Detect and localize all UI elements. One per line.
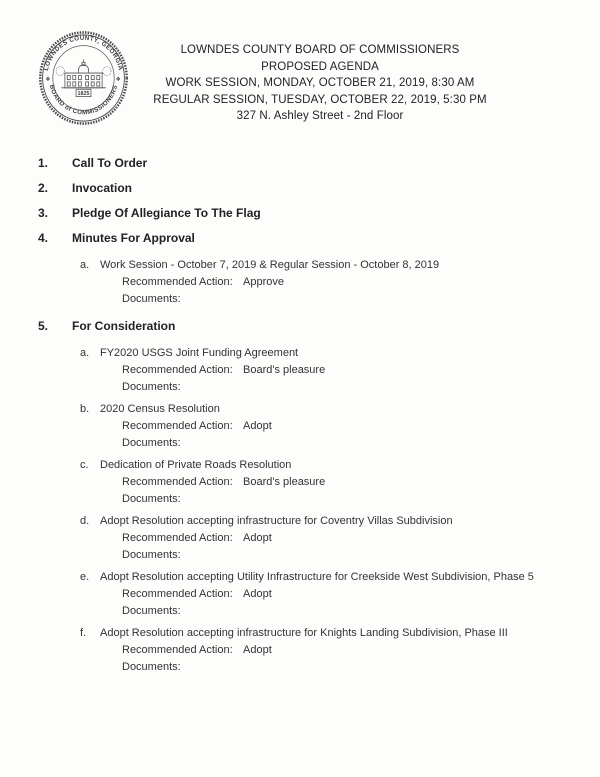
documents-row: Documents: [122, 437, 181, 449]
subitem-letter: c. [80, 459, 89, 471]
recommended-action-value: Board's pleasure [243, 364, 326, 376]
documents-row: Documents: [122, 605, 181, 617]
agenda-item [38, 320, 570, 676]
recommended-action-label: Recommended Action: [122, 276, 233, 288]
recommended-action-row [122, 586, 570, 603]
county-seal [37, 29, 132, 132]
recommended-action-label: Recommended Action: [122, 476, 233, 488]
seal-left-ornament-icon: ❖ [45, 76, 51, 83]
subitem-letter: e. [80, 571, 90, 583]
item-title: Pledge Of Allegiance To The Flag [72, 206, 261, 220]
agenda-subitem [80, 257, 570, 308]
documents-row: Documents: [122, 661, 181, 673]
header-line: WORK SESSION, MONDAY, OCTOBER 21, 2019, 8:30 AM [165, 77, 475, 89]
recommended-action-row [122, 274, 570, 291]
subitem-letter: a. [80, 259, 90, 271]
recommended-action-row [122, 418, 570, 435]
item-number: 1. [38, 156, 49, 170]
agenda-item-title-row [38, 207, 570, 220]
seal-bottom-text: BOARD of COMMISSIONERS [47, 83, 120, 117]
subitem-title: FY2020 USGS Joint Funding Agreement [100, 347, 299, 359]
subitem-title-row [80, 513, 570, 530]
recommended-action-row [122, 530, 570, 547]
subitem-title-row [80, 257, 570, 274]
agenda-item [38, 182, 570, 195]
agenda-item-title-row [38, 232, 570, 245]
seal-top-text: LOWNDES COUNTY, GEORGIA [43, 34, 124, 72]
agenda-list [38, 157, 570, 676]
subitem-title-row [80, 457, 570, 474]
subitem-title-row [80, 401, 570, 418]
agenda-subitem [80, 625, 570, 676]
agenda-subitem [80, 457, 570, 508]
recommended-action-value: Board's pleasure [243, 476, 326, 488]
subitem-title: Work Session - October 7, 2019 & Regular Session - October 8, 2019 [100, 259, 440, 271]
item-title: Minutes For Approval [72, 231, 195, 245]
item-number: 3. [38, 206, 49, 220]
document-header-row [0, 0, 600, 132]
recommended-action-value: Adopt [243, 644, 272, 656]
county-seal-graphic [37, 29, 130, 127]
recommended-action-row [122, 362, 570, 379]
subitem-title: Dedication of Private Roads Resolution [100, 459, 292, 471]
recommended-action-label: Recommended Action: [122, 588, 233, 600]
item-title: For Consideration [72, 319, 176, 333]
agenda-subitem [80, 401, 570, 452]
agenda-item-title-row [38, 320, 570, 333]
recommended-action-row [122, 474, 570, 491]
recommended-action-row [122, 642, 570, 659]
item-number: 5. [38, 319, 49, 333]
documents-row: Documents: [122, 549, 181, 561]
agenda-subitem [80, 569, 570, 620]
subitem-letter: f. [80, 627, 87, 639]
item-title: Call To Order [72, 156, 148, 170]
recommended-action-value: Adopt [243, 532, 272, 544]
agenda-subitem [80, 345, 570, 396]
seal-year: 1825 [77, 91, 90, 98]
documents-row: Documents: [122, 293, 181, 305]
agenda-item-title-row [38, 157, 570, 170]
subitem-letter: a. [80, 347, 90, 359]
recommended-action-label: Recommended Action: [122, 364, 233, 376]
subitem-title: Adopt Resolution accepting Utility Infrastructure for Creekside West Subdivision, Phase 5 [100, 571, 534, 583]
agenda-item [38, 232, 570, 308]
seal-right-ornament-icon: ❖ [115, 76, 121, 83]
item-number: 2. [38, 181, 49, 195]
recommended-action-value: Adopt [243, 420, 272, 432]
item-number: 4. [38, 231, 49, 245]
agenda-item [38, 157, 570, 170]
subitem-title: Adopt Resolution accepting infrastructure for Coventry Villas Subdivision [100, 515, 453, 527]
recommended-action-label: Recommended Action: [122, 644, 233, 656]
header-line: PROPOSED AGENDA [261, 60, 379, 73]
header-line: REGULAR SESSION, TUESDAY, OCTOBER 22, 2019, 5:30 PM [153, 93, 487, 106]
subitem-title: 2020 Census Resolution [100, 403, 220, 415]
subitem-title: Adopt Resolution accepting infrastructure for Knights Landing Subdivision, Phase III [100, 627, 508, 639]
agenda-subitem [80, 513, 570, 564]
document-header [132, 29, 600, 125]
subitem-letter: d. [80, 515, 90, 527]
subitem-title-row [80, 569, 570, 586]
recommended-action-label: Recommended Action: [122, 532, 233, 544]
recommended-action-value: Approve [243, 276, 284, 288]
header-line: LOWNDES COUNTY BOARD OF COMMISSIONERS [180, 44, 460, 56]
header-line: 327 N. Ashley Street - 2nd Floor [236, 110, 404, 122]
agenda-item [38, 207, 570, 220]
recommended-action-value: Adopt [243, 588, 272, 600]
recommended-action-label: Recommended Action: [122, 420, 233, 432]
agenda-item-title-row [38, 182, 570, 195]
subitem-title-row [80, 625, 570, 642]
subitem-letter: b. [80, 403, 90, 415]
documents-row: Documents: [122, 493, 181, 505]
documents-row: Documents: [122, 381, 181, 393]
subitem-title-row [80, 345, 570, 362]
item-title: Invocation [72, 181, 133, 195]
